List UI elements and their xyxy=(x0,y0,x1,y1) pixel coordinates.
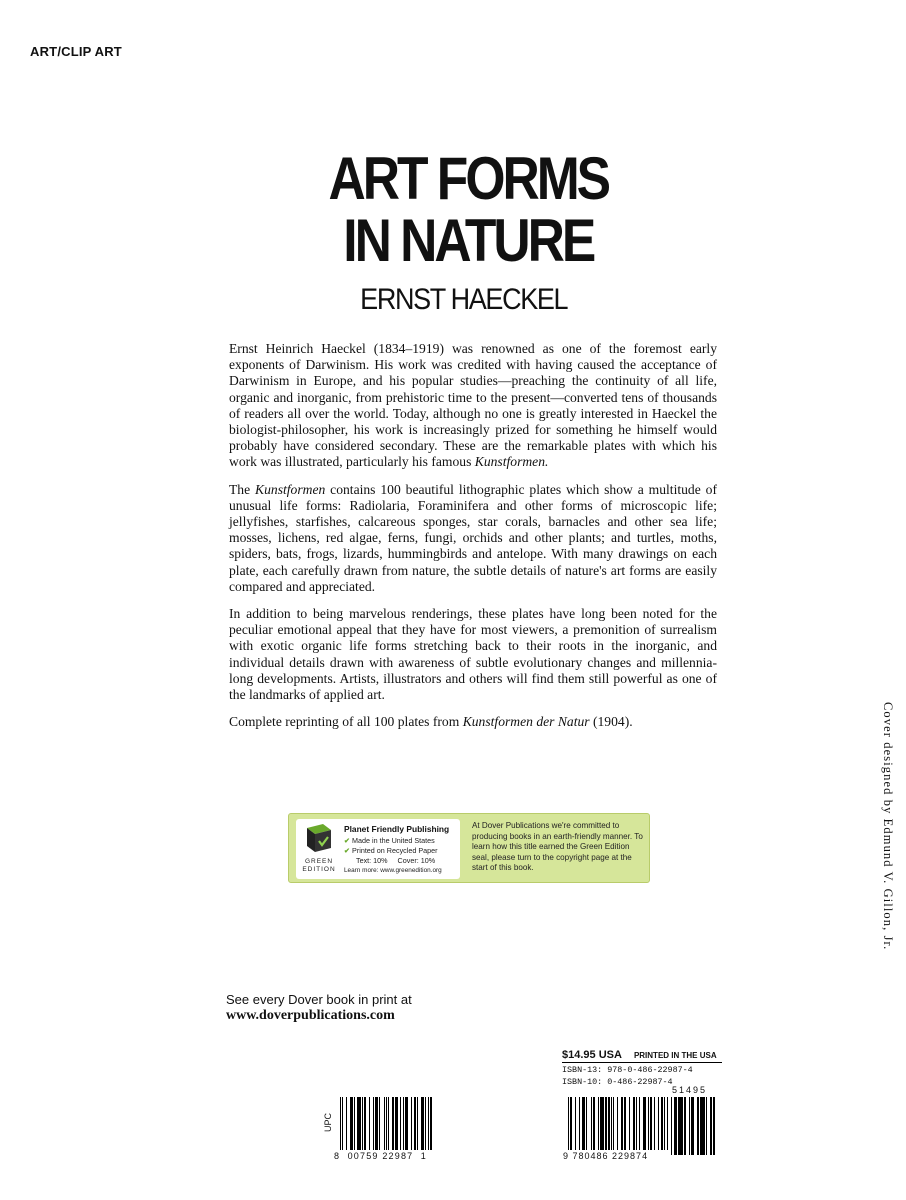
title-line-1: ART FORMS xyxy=(328,145,609,212)
green-item-recycled-paper: ✔ Printed on Recycled Paper xyxy=(344,846,438,855)
green-edition-message: At Dover Publications we're committed to producing books in an earth-friendly manner. To learn how this title earned the Green Edition seal, please turn to the copyright page at the start of this book. xyxy=(472,821,643,873)
dover-website-note xyxy=(226,992,412,1024)
author-name: ERNST HAECKEL xyxy=(360,283,568,316)
website-url: www.doverpublications.com xyxy=(226,1008,395,1023)
description-paragraph-4: Complete reprinting of all 100 plates from Kunstformen der Natur (1904). xyxy=(229,714,633,730)
green-edition-box xyxy=(288,813,650,883)
green-learn-more: Learn more: www.greenedition.org xyxy=(344,867,442,874)
isbn-barcode xyxy=(568,1097,668,1150)
green-recycled-percent: Text: 10% Cover: 10% xyxy=(356,856,436,865)
seal-text-edition: EDITION xyxy=(302,865,336,873)
barcode-bar xyxy=(430,1097,431,1150)
barcode-bar xyxy=(713,1097,714,1155)
isbn-addon-barcode xyxy=(671,1097,715,1155)
book-description xyxy=(229,341,717,741)
upc-barcode xyxy=(340,1097,432,1150)
website-intro: See every Dover book in print at xyxy=(226,992,412,1007)
ean-digits: 9 780486 229874 xyxy=(563,1151,649,1161)
upc-label: UPC xyxy=(323,1112,333,1132)
printed-in: PRINTED IN THE USA xyxy=(633,1051,717,1060)
cover-credit: Cover designed by Edmund V. Gillon, Jr. xyxy=(881,702,895,951)
isbn-bars xyxy=(568,1097,668,1150)
green-edition-seal-panel xyxy=(296,819,460,879)
book-icon xyxy=(305,824,333,854)
price: $14.95 USA xyxy=(562,1049,622,1061)
green-edition-seal xyxy=(299,824,339,874)
description-paragraph-3: In addition to being marvelous renderings, these plates have long been noted for the peculiar emotional appeal that they have for most viewers, a premonition of surrealism with exotic organic life forms stretching back to their roots in the inorganic, and individual details drawn with awareness of subtle evolutionary changes and millennia-long developments. Artists, illustrators and others will find them still powerful as one of the landmarks of applied art. xyxy=(229,606,717,703)
price-isbn-block xyxy=(562,1049,722,1087)
ean-addon-digits: 51495 xyxy=(672,1085,708,1095)
check-icon: ✔ xyxy=(344,836,351,845)
book-title xyxy=(66,145,845,274)
isbn-10: ISBN-10: 0-486-22987-4 xyxy=(562,1077,673,1087)
title-line-2: IN NATURE xyxy=(343,207,594,274)
seal-text-green: GREEN xyxy=(304,858,334,865)
description-paragraph-2: The Kunstformen contains 100 beautiful lithographic plates which show a multitude of unusual life forms: Radiolaria, Foraminifera and other forms of microscopic life; jellyfishes, starfishes, calcareous sponges, star corals, barnacles and other sea life; mosses, lichens, red algae, ferns, fungi, orchids and other plants; and turtles, moths, spiders, bats, frogs, lizards, hummingbirds and antelope. With many drawings on each plate, each carefully drawn from nature, the subtle details of nature's art forms are easily compared and appreciated. xyxy=(229,481,717,594)
check-icon: ✔ xyxy=(344,846,351,855)
upc-digits: 8 00759 22987 1 xyxy=(334,1151,427,1161)
green-edition-heading: Planet Friendly Publishing xyxy=(344,824,450,834)
isbn-13: ISBN-13: 978-0-486-22987-4 xyxy=(562,1065,693,1075)
category-label: ART/CLIP ART xyxy=(30,44,122,59)
description-paragraph-1: Ernst Heinrich Haeckel (1834–1919) was renowned as one of the foremost early exponents of Darwinism. His work was credited with having caused the acceptance of Darwinism in Europe, and his popular studies—preaching the continuity of all life, organic and inorganic, from prehistoric time to the present—converted tens of thousands of readers all over the world. Today, although no one is greatly interested in Haeckel the biologist-philosopher, his work is increasingly prized for something he himself would probably have considered secondary. These are the remarkable plates with which his work was illustrated, particularly his famous Kunstformen. xyxy=(229,341,717,470)
green-item-made-in-us: ✔ Made in the United States xyxy=(344,836,435,845)
upc-bars xyxy=(340,1097,432,1150)
barcode-bar xyxy=(667,1097,668,1150)
addon-bars xyxy=(671,1097,715,1155)
